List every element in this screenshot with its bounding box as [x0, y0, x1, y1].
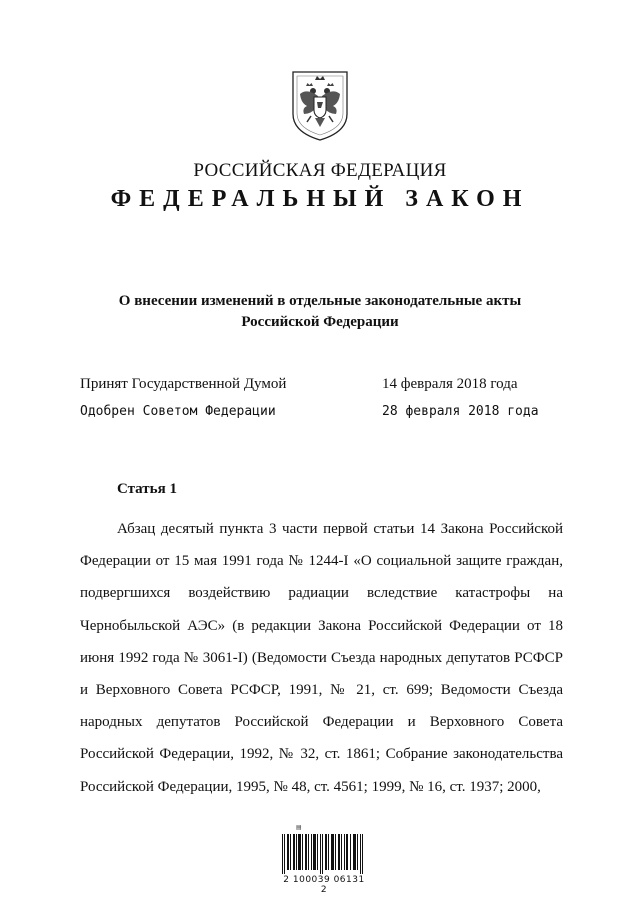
law-title-line: Российской Федерации: [241, 314, 399, 330]
barcode-mark-icon: ▤: [296, 824, 302, 831]
adoption-label: Одобрен Советом Федерации: [80, 404, 276, 419]
law-title-line: О внесении изменений в отдельные законодательные акты: [118, 293, 522, 309]
law-title: [60, 291, 580, 333]
article-paragraph: Абзац десятый пункта 3 части первой статьи 14 Закона Российской Федерации от 15 мая 1991 года № 1244-I «О социальной защите граждан, подвергшихся воздействию радиации вследствие катастрофы на Чернобыльской АЭС» (в редакции Закона Российской Федерации от 18 июня 1992 года № 3061-I) (Ведомости Съезда народных депутатов РСФСР и Верховного Совета РСФСР, 1991, № 21, ст. 699; Ведомости Съезда народных депутатов Российской Федерации и Верховного Совета Российской Федерации, 1992, № 32, ст. 1861; Собрание законодательства Российской Федерации, 1995, № 48, ст. 4561; 1999, № 16, ст. 1937; 2000,: [80, 521, 563, 795]
coat-of-arms-icon: [289, 70, 351, 142]
barcode-icon: [282, 834, 364, 874]
document-type: ФЕДЕРАЛЬНЫЙ ЗАКОН: [110, 186, 530, 212]
barcode-digits: 2 100039 06131 2: [283, 875, 365, 895]
country-name: РОССИЙСКАЯ ФЕДЕРАЦИЯ: [193, 160, 447, 181]
article-heading: Статья 1: [117, 481, 177, 497]
adoption-label: Принят Государственной Думой: [80, 376, 287, 392]
document-barcode: [282, 824, 365, 895]
adoption-date: 28 февраля 2018 года: [382, 404, 539, 419]
adoption-date: 14 февраля 2018 года: [382, 376, 518, 392]
